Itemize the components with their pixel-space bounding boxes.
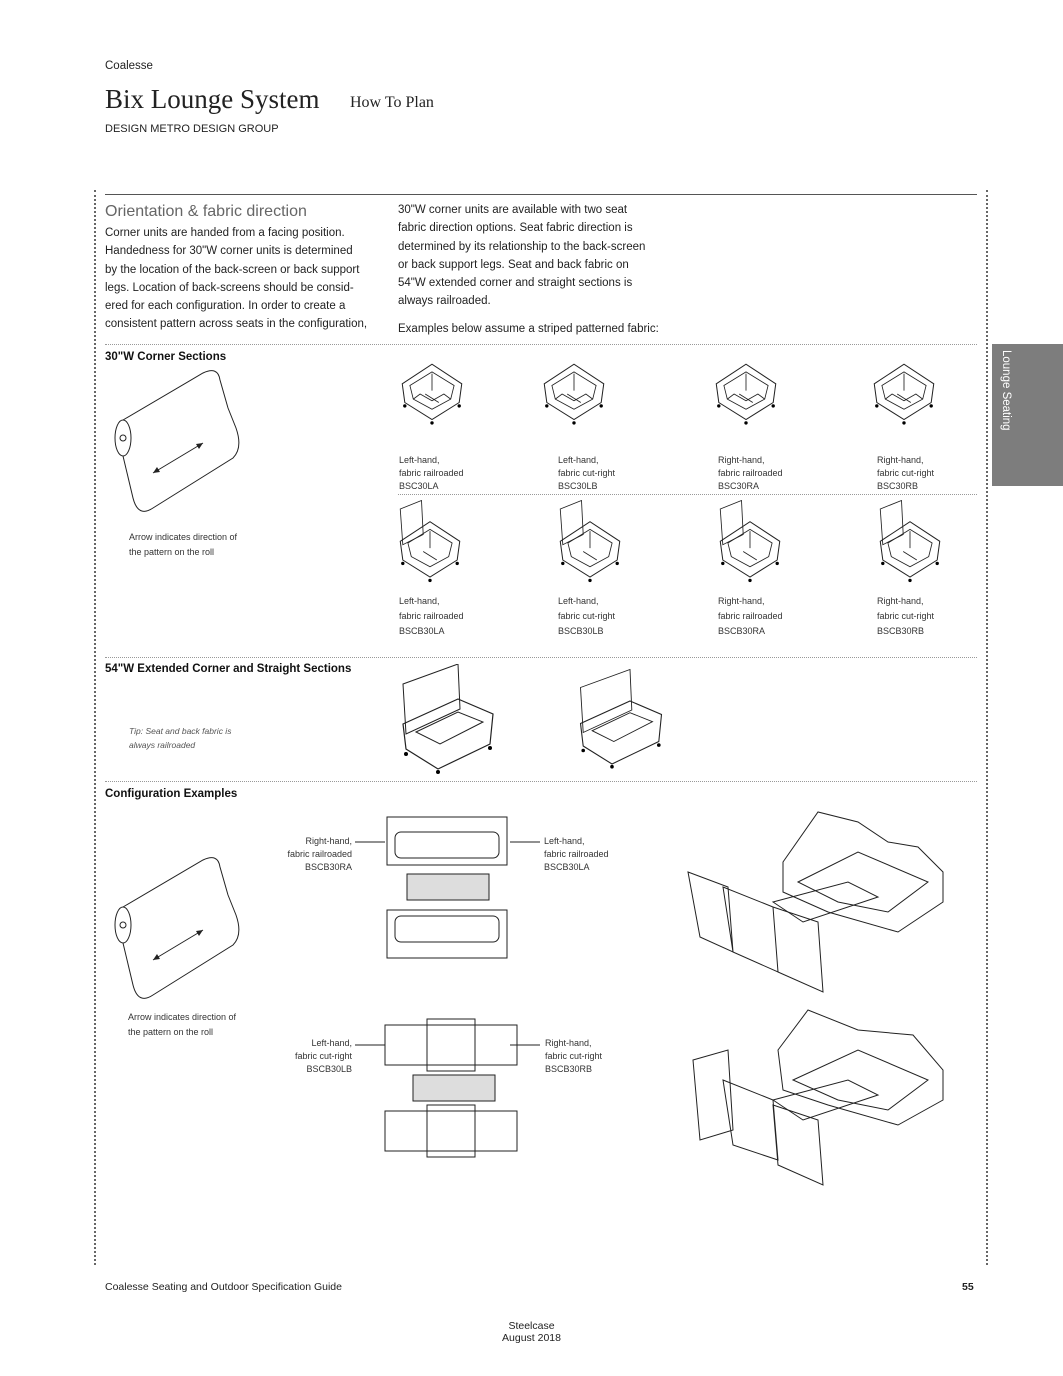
header-rule: [105, 194, 977, 195]
corner-chair-bscb30rb: [876, 500, 944, 586]
config-isometric-1: [688, 812, 948, 1002]
fabric-roll-illustration: [108, 368, 248, 518]
side-tab-label: Lounge Seating: [1000, 350, 1012, 431]
corner-chair-bsc30rb: [870, 360, 938, 428]
caption-bscb30lb: Left-hand, fabric cut-right BSCB30LB: [558, 596, 616, 636]
corner-chair-bscb30la: [396, 500, 464, 586]
section-heading: Orientation & fabric direction: [105, 203, 307, 220]
caption-bsc30rb: Right-hand, fabric cut-right BSC30RB: [877, 455, 935, 491]
corner-chair-bsc30la: [398, 360, 466, 428]
corner-chair-bsc30ra: [712, 360, 780, 428]
caption-bsc30la: Left-hand, fabric railroaded BSC30LA: [399, 455, 464, 491]
intro-col1: Corner units are handed from a facing position. Handedness for 30"W corner units is determined by the location of the back-screen or back support legs. Location of back-screens should be consid- ered for each configuration. In order to create a consistent pattern across seats in the configuration,: [105, 227, 368, 331]
config-plan-2: [355, 1015, 540, 1165]
right-dotted-border: [986, 190, 988, 1265]
divider: [105, 657, 977, 658]
tip-note: Tip: Seat and back fabric is always railroaded: [129, 726, 232, 750]
caption-bscb30ra: Right-hand, fabric railroaded BSCB30RA: [718, 596, 783, 636]
ex1-right-label: Left-hand, fabric railroaded BSCB30LA: [544, 836, 609, 872]
divider: [398, 494, 977, 495]
extended-heading: 54"W Extended Corner and Straight Sections: [105, 663, 352, 675]
brand: Coalesse: [105, 60, 153, 72]
straight-section-sofa: [576, 664, 666, 774]
side-tab[interactable]: [992, 344, 1063, 486]
footer-guide: Coalesse Seating and Outdoor Specification Guide: [105, 1281, 342, 1293]
config-heading: Configuration Examples: [105, 788, 238, 800]
page-subtitle: How To Plan: [350, 94, 434, 111]
fabric-roll-illustration: [108, 855, 248, 1005]
page-number: 55: [962, 1281, 974, 1293]
config-plan-1: [355, 812, 540, 972]
corner-chair-bsc30lb: [540, 360, 608, 428]
divider: [105, 344, 977, 345]
page-title: Bix Lounge System: [105, 84, 320, 114]
left-dotted-border: [94, 190, 96, 1265]
extended-corner-sofa: [398, 664, 498, 774]
corner-chair-bscb30lb: [556, 500, 624, 586]
roll-caption: Arrow indicates direction of the pattern on the roll: [128, 1012, 237, 1037]
corner-heading: 30"W Corner Sections: [105, 351, 227, 363]
caption-bsc30lb: Left-hand, fabric cut-right BSC30LB: [558, 455, 616, 491]
config-isometric-2: [688, 1010, 948, 1190]
caption-bsc30ra: Right-hand, fabric railroaded BSC30RA: [718, 455, 783, 491]
divider: [105, 781, 977, 782]
caption-bscb30rb: Right-hand, fabric cut-right BSCB30RB: [877, 596, 935, 636]
footer-company: Steelcase August 2018: [502, 1320, 561, 1344]
ex2-right-label: Right-hand, fabric cut-right BSCB30RB: [545, 1038, 603, 1074]
caption-bscb30la: Left-hand, fabric railroaded BSCB30LA: [399, 596, 464, 636]
roll-caption: Arrow indicates direction of the pattern on the roll: [129, 532, 238, 557]
ex1-left-label: Right-hand, fabric railroaded BSCB30RA: [287, 836, 352, 872]
ex2-left-label: Left-hand, fabric cut-right BSCB30LB: [294, 1038, 352, 1074]
corner-chair-bscb30ra: [716, 500, 784, 586]
intro-col2: 30"W corner units are available with two seat fabric direction options. Seat fabric direction is determined by its relationship to the back-screen or back support legs. Seat and back fabric on 54"W extended corner and straight sections is always railroaded. Examples below assume a striped patterned fabric:: [398, 204, 659, 335]
design-group: DESIGN METRO DESIGN GROUP: [105, 123, 279, 135]
